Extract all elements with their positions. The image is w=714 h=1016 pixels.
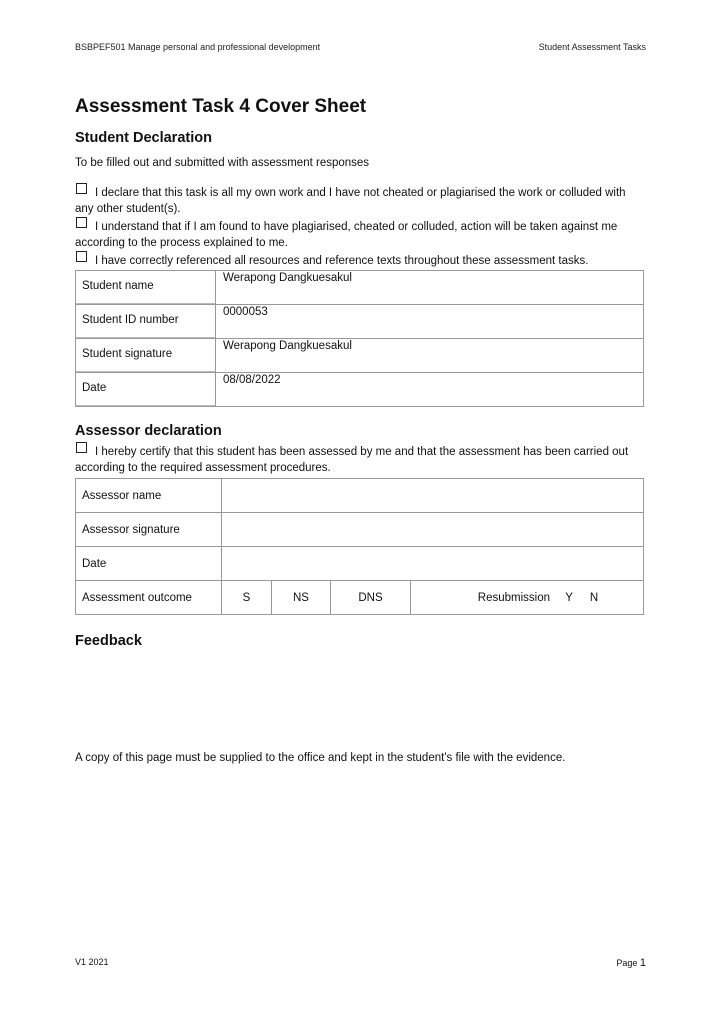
page-footer xyxy=(75,957,646,969)
table-row xyxy=(76,373,644,407)
declaration-item-1 xyxy=(75,183,645,217)
table-row xyxy=(76,479,644,513)
checkbox-assessor-certify[interactable] xyxy=(76,442,87,453)
header-doc-type: Student Assessment Tasks xyxy=(538,42,646,52)
assessor-statement xyxy=(75,442,645,476)
student-id-label: Student ID number xyxy=(76,305,216,339)
student-name-label: Student name xyxy=(76,271,216,305)
header-course-title: BSBPEF501 Manage personal and professional development xyxy=(75,42,321,52)
outcome-ns[interactable]: NS xyxy=(272,581,331,615)
student-date-field[interactable]: 08/08/2022 xyxy=(216,373,644,407)
feedback-heading: Feedback xyxy=(75,633,142,649)
version-label: V1 2021 xyxy=(75,957,109,967)
assessor-signature-label: Assessor signature xyxy=(76,513,222,547)
table-row xyxy=(76,271,644,305)
table-row xyxy=(76,339,644,373)
assessor-date-label: Date xyxy=(76,547,222,581)
assessment-outcome-label: Assessment outcome xyxy=(76,581,222,615)
student-name-field[interactable]: Werapong Dangkuesakul xyxy=(216,271,644,305)
student-declaration-heading: Student Declaration xyxy=(75,130,212,146)
assessor-signature-field[interactable] xyxy=(222,513,644,547)
document-body xyxy=(75,96,645,649)
student-date-label: Date xyxy=(76,373,216,407)
page-title: Assessment Task 4 Cover Sheet xyxy=(75,96,367,117)
table-row xyxy=(76,547,644,581)
assessor-name-label: Assessor name xyxy=(76,479,222,513)
resubmission-yes[interactable]: Y xyxy=(565,591,573,604)
resubmission-label: Resubmission xyxy=(477,591,551,604)
student-details-table xyxy=(75,270,644,407)
student-signature-field[interactable]: Werapong Dangkuesakul xyxy=(216,339,644,373)
resubmission-no[interactable]: N xyxy=(589,591,599,604)
student-id-field[interactable]: 0000053 xyxy=(216,305,644,339)
checkbox-originality[interactable] xyxy=(76,183,87,194)
office-copy-note: A copy of this page must be supplied to the office and kept in the student's file with the evidence. xyxy=(75,751,566,764)
page-number xyxy=(616,957,646,969)
declaration-text-3: I have correctly referenced all resources and reference texts throughout these assessment tasks. xyxy=(95,255,589,267)
assessor-name-field[interactable] xyxy=(222,479,644,513)
student-declaration-intro: To be filled out and submitted with assessment responses xyxy=(75,157,370,169)
assessor-details-table xyxy=(75,478,644,615)
declaration-item-2 xyxy=(75,217,645,251)
assessor-date-field[interactable] xyxy=(222,547,644,581)
table-row xyxy=(76,513,644,547)
outcome-resubmission xyxy=(411,581,644,615)
declaration-item-3 xyxy=(75,251,645,269)
student-signature-label: Student signature xyxy=(76,339,216,373)
table-row xyxy=(76,581,644,615)
declaration-text-1: I declare that this task is all my own work and I have not cheated or plagiarised the work or colluded with any other student(s). xyxy=(75,187,626,215)
assessor-statement-text: I hereby certify that this student has been assessed by me and that the assessment has been carried out according to the required assessment procedures. xyxy=(75,446,629,474)
declaration-text-2: I understand that if I am found to have plagiarised, cheated or colluded, action will be taken against me according to the process explained to me. xyxy=(75,221,618,249)
outcome-s[interactable]: S xyxy=(222,581,272,615)
checkbox-consequences[interactable] xyxy=(76,217,87,228)
page-word: Page xyxy=(616,958,638,968)
page-number-value: 1 xyxy=(639,957,646,969)
outcome-dns[interactable]: DNS xyxy=(331,581,411,615)
assessor-declaration-heading: Assessor declaration xyxy=(75,423,222,439)
table-row xyxy=(76,305,644,339)
checkbox-referencing[interactable] xyxy=(76,251,87,262)
page-header xyxy=(75,42,646,52)
